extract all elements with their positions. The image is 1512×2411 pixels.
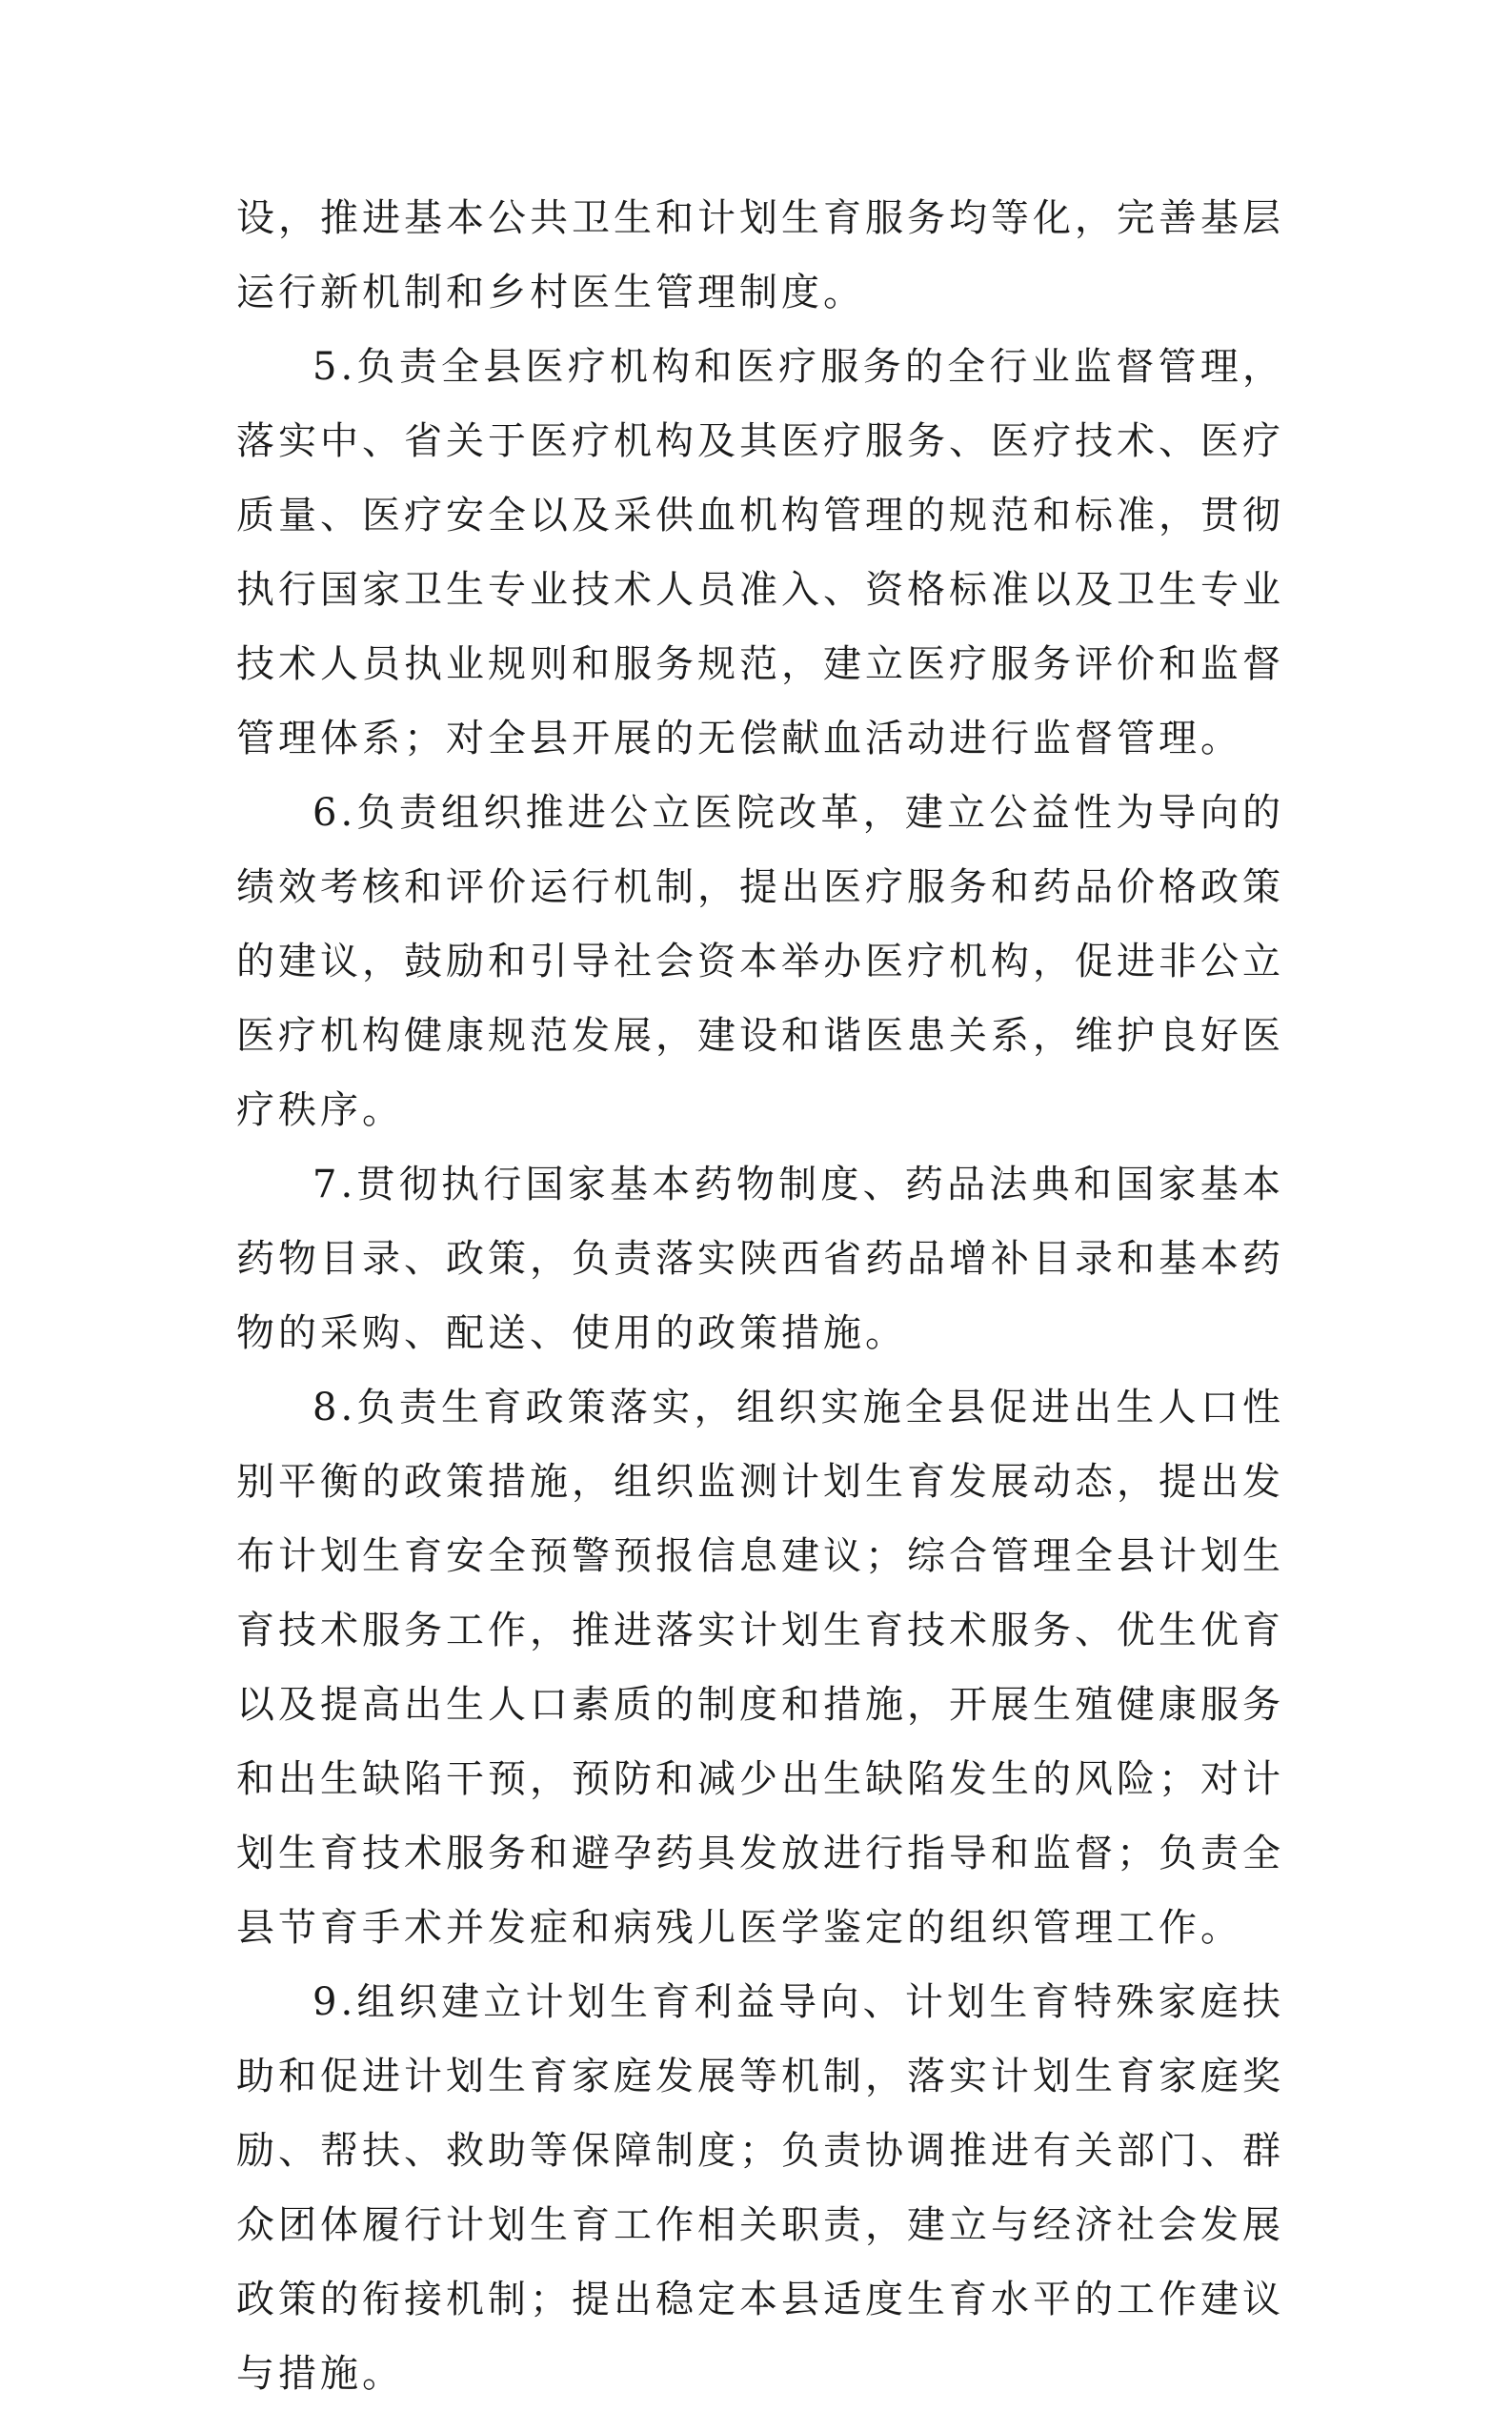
- paragraph-item-9: 9.组织建立计划生育利益导向、计划生育特殊家庭扶助和促进计划生育家庭发展等机制，落实计划生育家庭奖励、帮扶、救助等保障制度；负责协调推进有关部门、群众团体履行计划生育工作相关职责，建立与经济社会发展政策的衔接机制；提出稳定本县适度生育水平的工作建议与措施。: [236, 1980, 1284, 2396]
- paragraph-item-8: 8.负责生育政策落实，组织实施全县促进出生人口性别平衡的政策措施，组织监测计划生育发展动态，提出发布计划生育安全预警预报信息建议；综合管理全县计划生育技术服务工作，推进落实计划生育技术服务、优生优育以及提高出生人口素质的制度和措施，开展生殖健康服务和出生缺陷干预，预防和减少出生缺陷发生的风险；对计划生育技术服务和避孕药具发放进行指导和监督；负责全县节育手术并发症和病残儿医学鉴定的组织管理工作。: [236, 1386, 1284, 1950]
- paragraph-item-6: 6.负责组织推进公立医院改革，建立公益性为导向的绩效考核和评价运行机制，提出医疗服务和药品价格政策的建议，鼓励和引导社会资本举办医疗机构，促进非公立医疗机构健康规范发展，建设和谐医患关系，维护良好医疗秩序。: [236, 791, 1284, 1132]
- paragraph-continuation: 设，推进基本公共卫生和计划生育服务均等化，完善基层运行新机制和乡村医生管理制度。: [236, 196, 1284, 314]
- paragraph-item-5: 5.负责全县医疗机构和医疗服务的全行业监督管理，落实中、省关于医疗机构及其医疗服务、医疗技术、医疗质量、医疗安全以及采供血机构管理的规范和标准，贯彻执行国家卫生专业技术人员准入、资格标准以及卫生专业技术人员执业规则和服务规范，建立医疗服务评价和监督管理体系；对全县开展的无偿献血活动进行监督管理。: [236, 345, 1284, 760]
- document-body: [236, 181, 1284, 2411]
- paragraph-item-7: 7.贯彻执行国家基本药物制度、药品法典和国家基本药物目录、政策，负责落实陕西省药品增补目录和基本药物的采购、配送、使用的政策措施。: [236, 1163, 1284, 1355]
